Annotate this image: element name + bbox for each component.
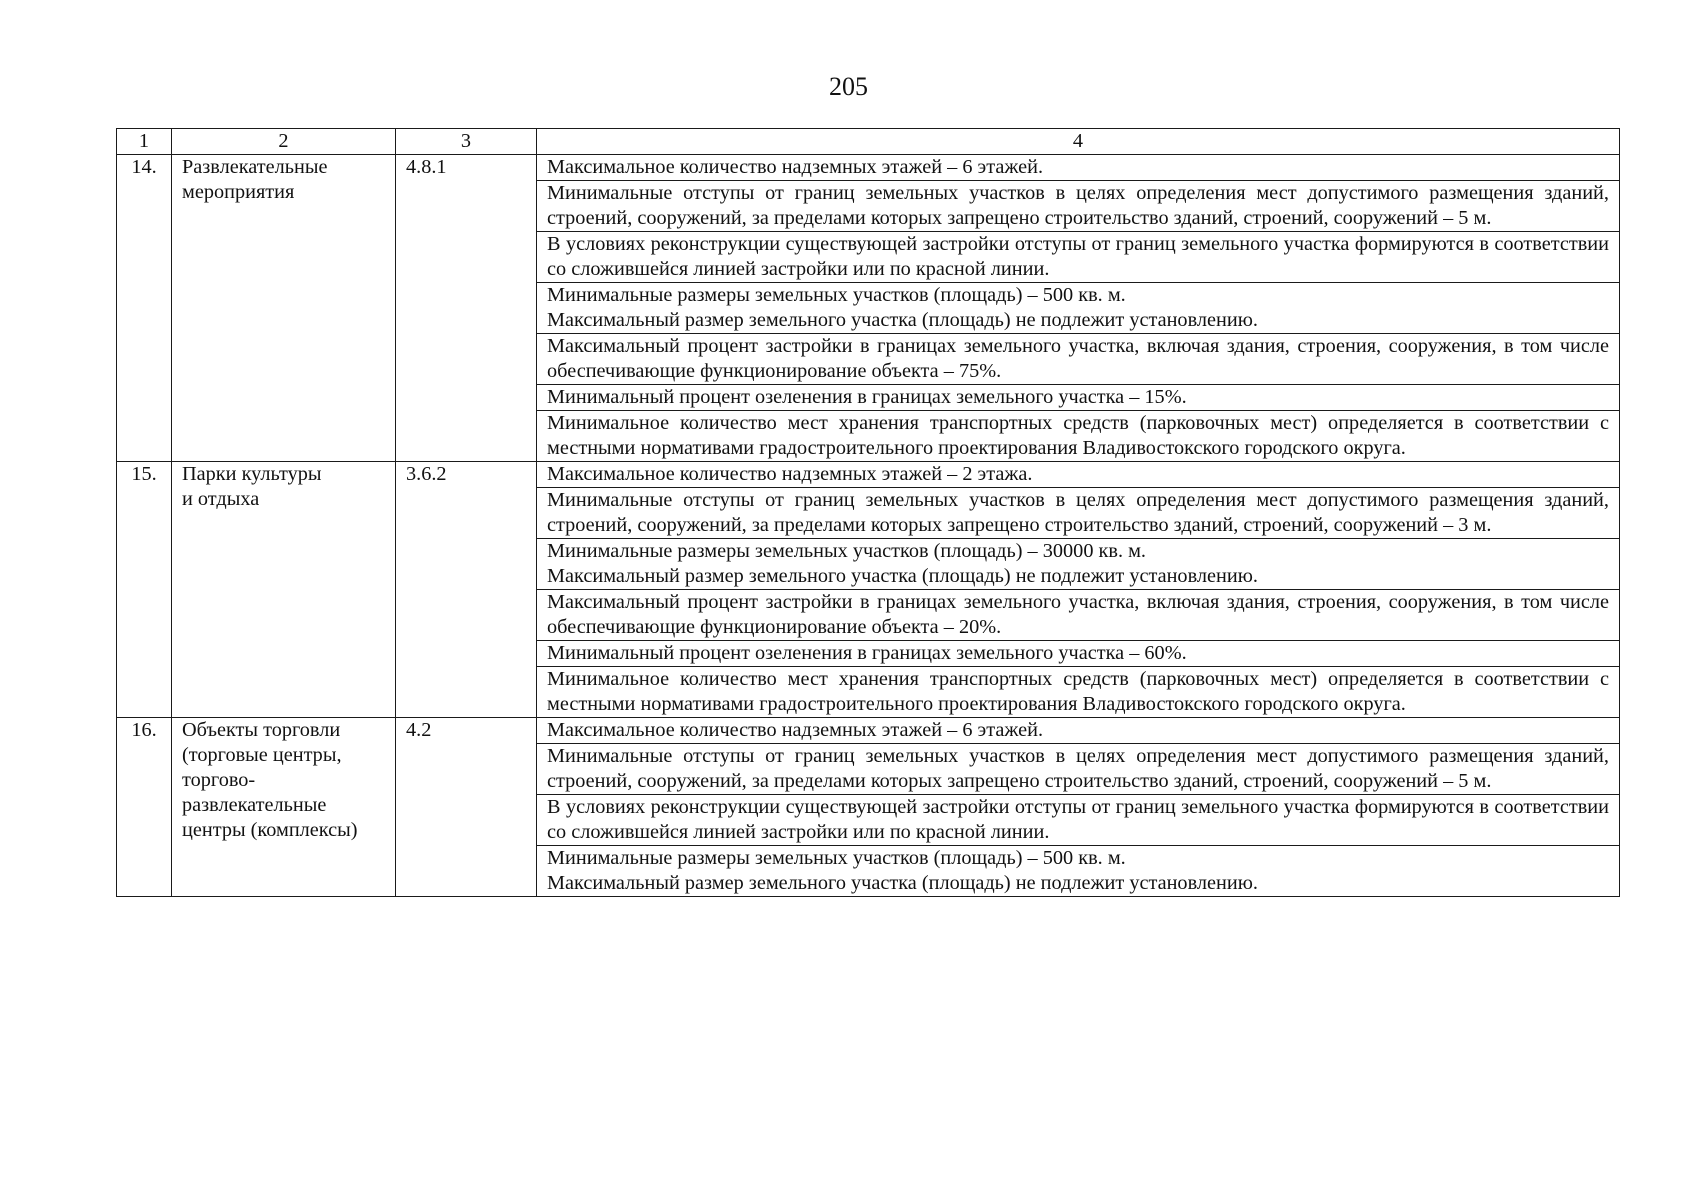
use-type-name [172,462,396,718]
parameter-cell [537,181,1620,232]
parameter-text: Минимальный процент озеленения в границах земельного участка – 60%. [547,642,1187,664]
parameter-cell [537,232,1620,283]
use-type-name-line: торгово- [182,769,256,791]
header-cell-2: 2 [172,129,396,155]
parameter-text: Минимальные отступы от границ земельных участков в целях определения мест допустимого размещения зданий, строений, сооружений, за пределами которых запрещено строительство зданий, строений, сооружений – 5 м. [547,182,1609,229]
page-number: 205 [829,72,868,101]
parameter-text: Минимальный процент озеленения в границах земельного участка – 15%. [547,386,1187,408]
use-type-code: 4.8.1 [396,155,537,462]
parameter-text: Максимальный размер земельного участка (площадь) не подлежит установлению. [547,309,1258,331]
parameter-cell [537,795,1620,846]
use-type-name-line: Развлекательные [182,156,328,178]
parameter-cell [537,411,1620,462]
use-type-name-line: центры (комплексы) [182,819,358,841]
parameter-text: Максимальное количество надземных этажей – 2 этажа. [547,463,1033,485]
parameter-text: Минимальные отступы от границ земельных участков в целях определения мест допустимого размещения зданий, строений, сооружений, за пределами которых запрещено строительство зданий, строений, сооружений – 5 м. [547,745,1609,792]
parameter-cell [537,488,1620,539]
parameter-cell [537,718,1620,744]
parameter-text: Максимальное количество надземных этажей – 6 этажей. [547,719,1044,741]
use-type-name-line: развлекательные [182,794,327,816]
parameter-cell [537,385,1620,411]
parameter-cell [537,334,1620,385]
use-type-name [172,718,396,897]
parameter-text: Минимальные размеры земельных участков (площадь) – 500 кв. м. [547,847,1126,869]
table-row [117,462,1620,488]
parameter-text: Максимальный процент застройки в границах земельного участка, включая здания, строения, сооружения, в том числе обеспечивающие функционирование объекта – 20%. [547,591,1609,638]
parameter-cell [537,283,1620,334]
table-row [117,155,1620,181]
table-row [117,718,1620,744]
use-type-name-line: Парки культуры [182,463,322,485]
header-cell-3: 3 [396,129,537,155]
use-type-code: 3.6.2 [396,462,537,718]
parameter-cell [537,539,1620,590]
parameter-text: Максимальный размер земельного участка (площадь) не подлежит установлению. [547,872,1258,894]
use-type-name-line: и отдыха [182,488,260,510]
parameter-text: Минимальные отступы от границ земельных участков в целях определения мест допустимого размещения зданий, строений, сооружений, за пределами которых запрещено строительство зданий, строений, сооружений – 3 м. [547,489,1609,536]
parameter-text: Максимальный размер земельного участка (площадь) не подлежит установлению. [547,565,1258,587]
parameter-text: Максимальное количество надземных этажей – 6 этажей. [547,156,1044,178]
parameter-text: Минимальные размеры земельных участков (площадь) – 30000 кв. м. [547,540,1146,562]
parameter-cell [537,667,1620,718]
use-type-name-line: Объекты торговли [182,719,341,741]
parameter-text: Минимальное количество мест хранения транспортных средств (парковочных мест) определяется в соответствии с местными нормативами градостроительного проектирования Владивостокского городского округа. [547,668,1609,715]
row-number: 16. [117,718,172,897]
parameter-text: Минимальное количество мест хранения транспортных средств (парковочных мест) определяется в соответствии с местными нормативами градостроительного проектирования Владивостокского городского округа. [547,412,1609,459]
parameter-text: Максимальный процент застройки в границах земельного участка, включая здания, строения, сооружения, в том числе обеспечивающие функционирование объекта – 75%. [547,335,1609,382]
parameter-cell [537,641,1620,667]
row-number: 15. [117,462,172,718]
use-type-name [172,155,396,462]
use-type-name-line: мероприятия [182,181,295,203]
regulations-table [116,128,1620,897]
parameter-text: В условиях реконструкции существующей застройки отступы от границ земельного участка формируются в соответствии со сложившейся линией застройки или по красной линии. [547,796,1609,843]
parameter-cell [537,155,1620,181]
table-body [117,129,1620,897]
parameter-text: Минимальные размеры земельных участков (площадь) – 500 кв. м. [547,284,1126,306]
parameter-cell [537,744,1620,795]
use-type-name-line: (торговые центры, [182,744,342,766]
parameter-cell [537,590,1620,641]
use-type-code: 4.2 [396,718,537,897]
header-row [117,129,1620,155]
parameter-text: В условиях реконструкции существующей застройки отступы от границ земельного участка формируются в соответствии со сложившейся линией застройки или по красной линии. [547,233,1609,280]
header-cell-1: 1 [117,129,172,155]
parameter-cell [537,846,1620,897]
header-cell-4: 4 [537,129,1620,155]
parameter-cell [537,462,1620,488]
row-number: 14. [117,155,172,462]
